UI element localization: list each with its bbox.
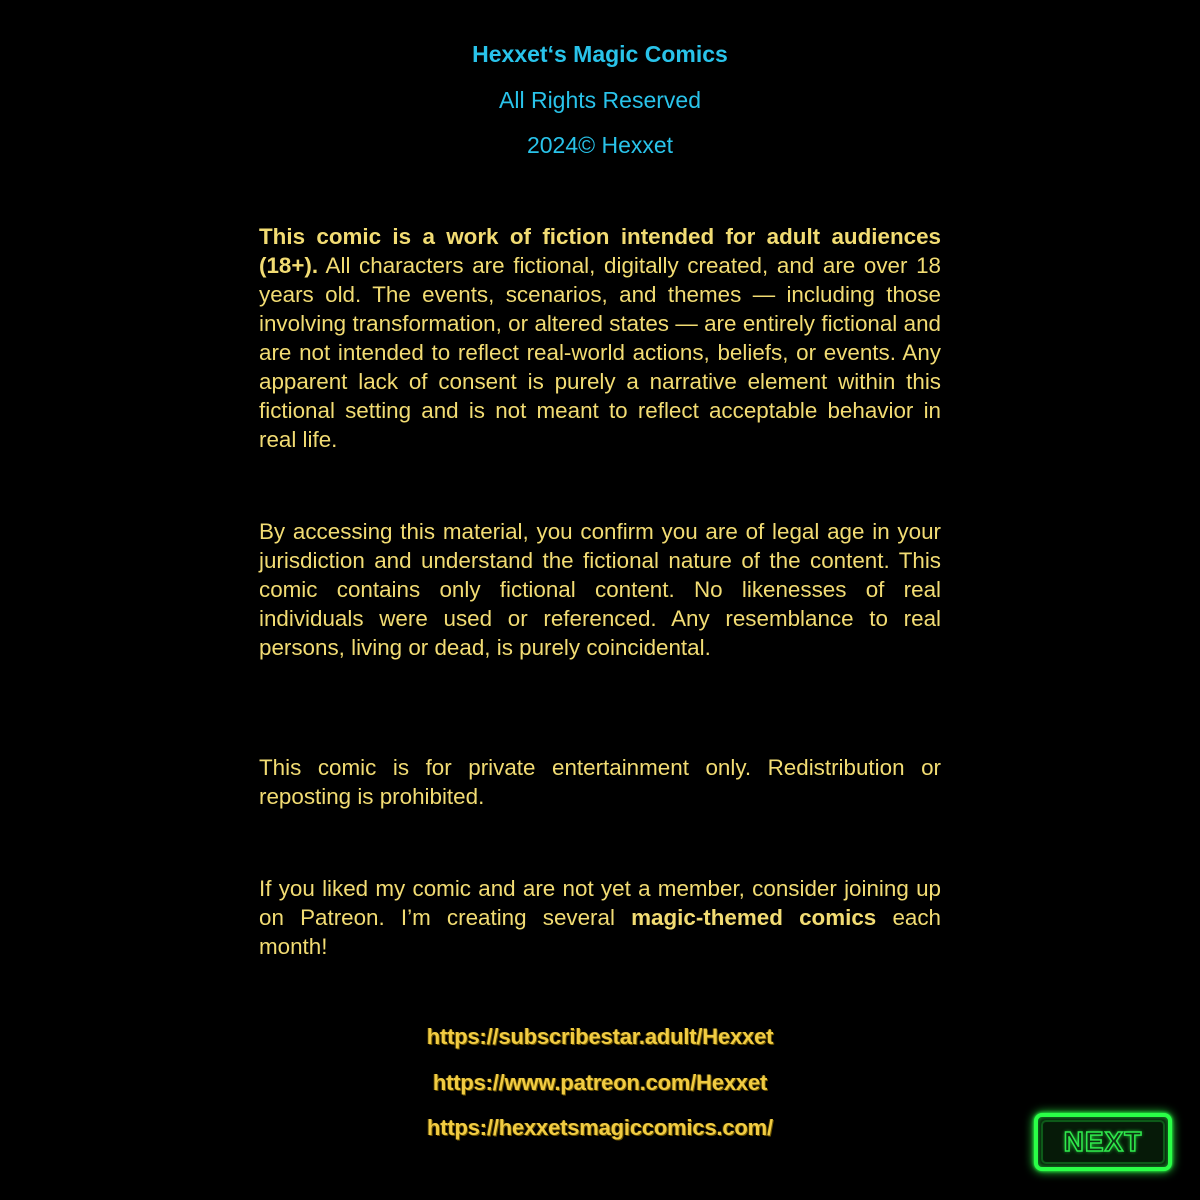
page-title: Hexxet‘s Magic Comics	[472, 41, 728, 67]
disclaimer-paragraph-fiction	[259, 222, 941, 454]
patreon-invite-end: each month!	[259, 905, 941, 959]
next-button-label: NEXT	[1063, 1126, 1143, 1157]
next-button[interactable]	[1034, 1113, 1172, 1171]
patreon-invite-start: If you liked my comic and are not yet a member, consider joining up on Patreon. I’m creating several	[259, 876, 941, 930]
redistribution-notice: This comic is for private entertainment only. Redistribution or reposting is prohibited.	[259, 755, 941, 809]
legal-age-notice: By accessing this material, you confirm you are of legal age in your jurisdiction and understand the fictional nature of the content. This comic contains only fictional content. No likenesses of real individuals were used or referenced. Any resemblance to real persons, living or dead, is purely coincidental.	[259, 519, 941, 660]
disclaimer-paragraph-redistribution	[259, 753, 941, 811]
fiction-notice: All characters are fictional, digitally created, and are over 18 years old. The events, scenarios, and themes — including those involving transformation, or altered states — are entirely fictional and are not intended to reflect real-world actions, beliefs, or events. Any apparent lack of consent is purely a narrative element within this fictional setting and is not meant to reflect acceptable behavior in real life.	[259, 253, 941, 452]
website-link[interactable]: https://hexxetsmagiccomics.com/	[427, 1115, 773, 1140]
subscribestar-link[interactable]: https://subscribestar.adult/Hexxet	[426, 1024, 774, 1049]
patreon-link[interactable]: https://www.patreon.com/Hexxet	[432, 1069, 768, 1095]
disclaimer-paragraph-legal	[259, 517, 941, 662]
support-links	[0, 1018, 1200, 1155]
rights-notice: All Rights Reserved	[499, 86, 701, 113]
copyright-notice: 2024© Hexxet	[526, 132, 674, 158]
magic-themed-highlight: magic-themed comics	[631, 905, 877, 930]
patreon-invite-paragraph	[259, 874, 941, 961]
header	[0, 36, 1200, 173]
age-warning: This comic is a work of fiction intended for adult audiences (18+).	[259, 224, 941, 278]
